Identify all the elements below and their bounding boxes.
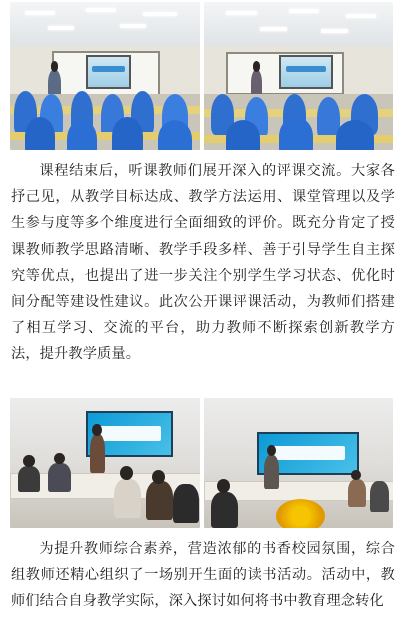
reading-event-photo-right (204, 398, 394, 528)
classroom-photo-right (204, 2, 394, 150)
classroom-photo-row (10, 2, 393, 150)
evaluation-paragraph: 课程结束后，听课教师们展开深入的评课交流。大家各抒己见，从教学目标达成、教学方法运用、课堂管理以及学生参与度等多个维度进行全面细致的评价。既充分肯定了授课教师教学思路清晰、教学手段多样、善于引导学生自主探究等优点，也提出了进一步关注个别学生学习状态、优化时间分配等建设性建议。此次公开课评课活动，为教师们搭建了相互学习、交流的平台，助力教师不断探索创新教学方法，提升教学质量。 (11, 163, 395, 363)
reading-activity-paragraph: 为提升教师综合素养，营造浓郁的书香校园氛围，综合组教师还精心组织了一场别开生面的读书活动。活动中，教师们结合自身教学实际，深入探讨如何将书中教育理念转化 (11, 541, 395, 610)
reading-event-photo-row (10, 398, 393, 528)
classroom-photo-left (10, 2, 200, 150)
reading-event-photo-left (10, 398, 200, 528)
